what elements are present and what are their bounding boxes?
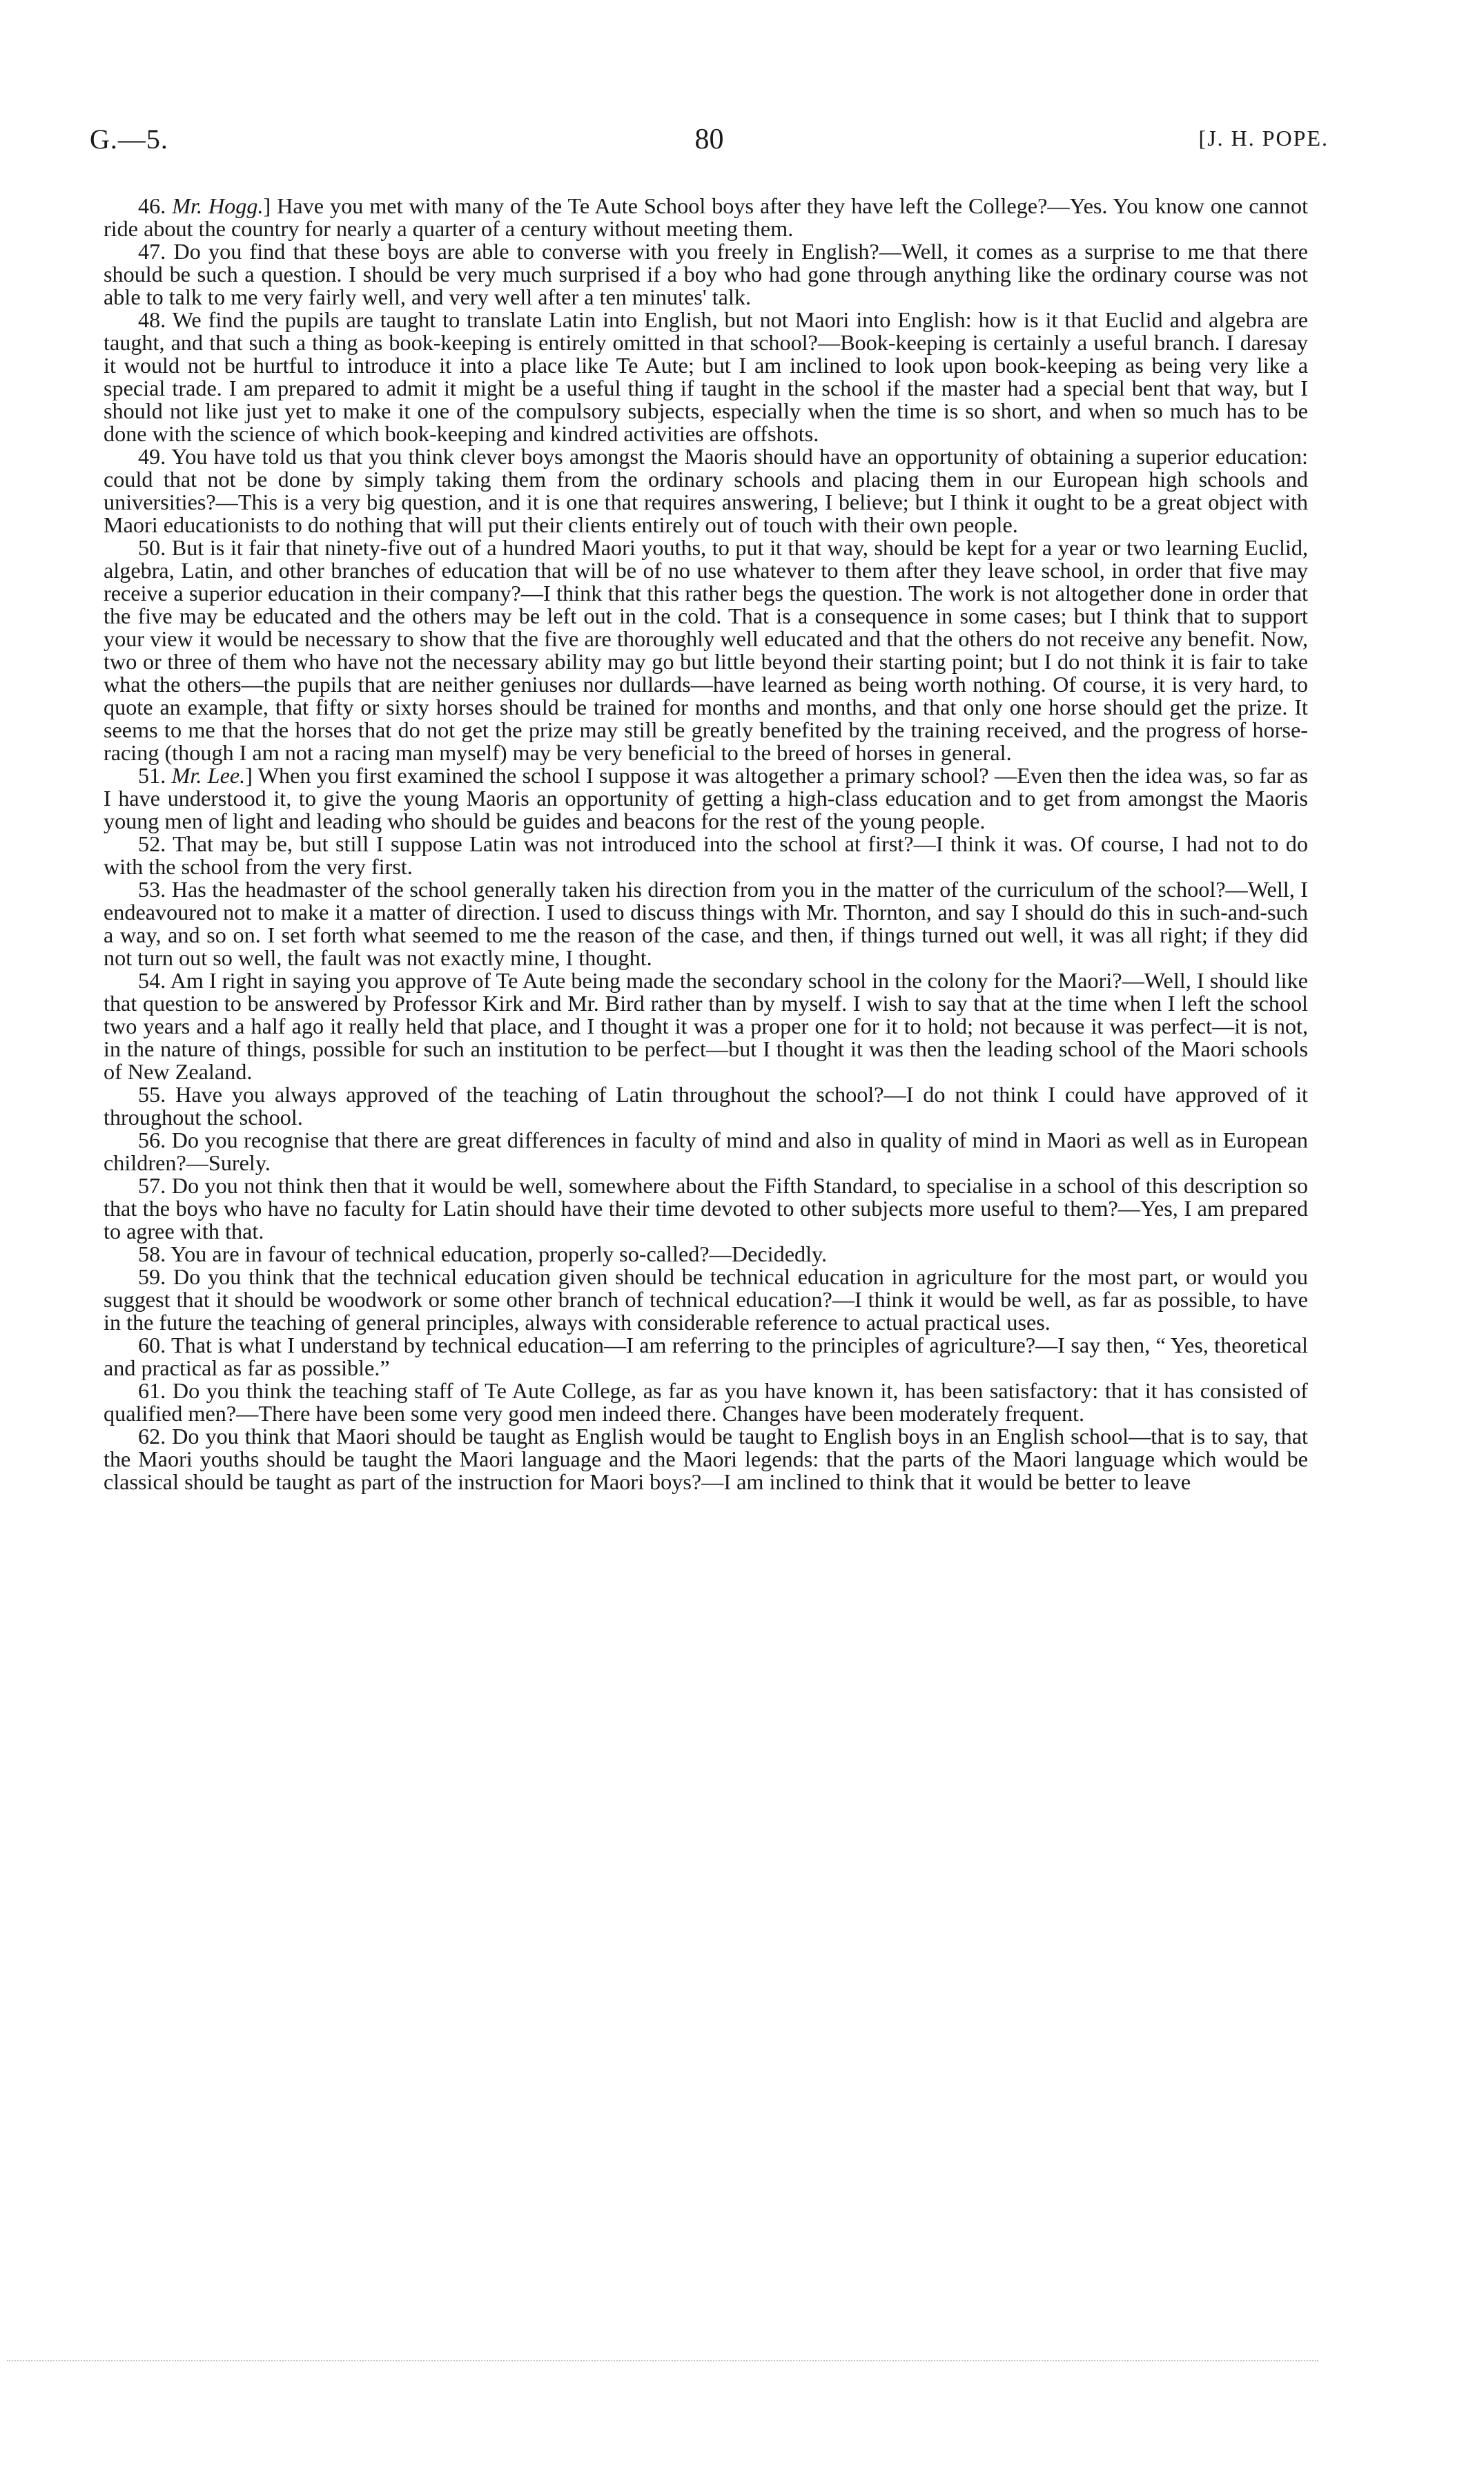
paragraph-59 — [104, 1266, 1308, 1334]
page-header — [90, 123, 1329, 171]
paragraph-text: 48. We find the pupils are taught to translate Latin into English, but not Maori into English: how is it that Euclid and algebra are taught, and that such a thing as book-keeping is entirely omitted in that school?—Book-keeping is certainly a useful branch. I daresay it would not be hurtful to introduce it into a place like Te Aute; but I am inclined to look upon book-keeping as being very like a special trade. I am prepared to admit it might be a useful thing if taught in the school if the master had a special bent that way, but I should not like just yet to make it one of the compulsory subjects, especially when the time is so short, and when so much has to be done with the science of which book-keeping and kindred activities are offshots. — [104, 307, 1308, 446]
paragraph-46 — [104, 195, 1308, 240]
paragraph-text: 58. You are in favour of technical education, properly so-called?—Decidedly. — [138, 1241, 828, 1266]
speaker-name: Mr. Lee. — [171, 763, 246, 788]
paragraph-text: 59. Do you think that the technical education given should be technical education in agriculture for the most part, or would you suggest that it should be woodwork or some other branch of technical education?—I think it would be well, as far as possible, to have in the future the teaching of general principles, always with considerable reference to actual practical uses. — [104, 1264, 1308, 1335]
paragraph-60 — [104, 1334, 1308, 1380]
paragraph-47 — [104, 240, 1308, 309]
paragraph-48 — [104, 309, 1308, 445]
paragraph-text: 56. Do you recognise that there are great differences in faculty of mind and also in quality of mind in Maori as well as in European children?—Surely. — [104, 1128, 1308, 1175]
paragraph-54 — [104, 969, 1308, 1083]
paragraph-text: 60. That is what I understand by technical education—I am referring to the principles of agriculture?—I say then, “ Yes, theoretical and practical as far as possible.” — [104, 1333, 1308, 1380]
paragraph-52 — [104, 833, 1308, 878]
paragraph-49 — [104, 445, 1308, 536]
scan-artifact-rule — [7, 2360, 1318, 2361]
paragraph-55 — [104, 1083, 1308, 1129]
paragraph-61 — [104, 1380, 1308, 1425]
page-number: 80 — [694, 124, 724, 155]
paragraph-text: 49. You have told us that you think clever boys amongst the Maoris should have an opportunity of obtaining a superior education: could that not be done by simply taking them from the ordinary schools and placing them in our European high schools and universities?—This is a very big question, and it is one that requires answering, I believe; but I think it ought to be a great object with Maori educationists to do nothing that will put their clients entirely out of touch with their own people. — [104, 444, 1308, 537]
paragraph-text: 57. Do you not think then that it would be well, somewhere about the Fifth Standard, to specialise in a school of this description so that the boys who have no faculty for Latin should have their time devoted to other subjects more useful to them?—Yes, I am prepared to agree with that. — [104, 1173, 1308, 1244]
paragraph-lead: 46. — [138, 193, 173, 218]
paragraph-56 — [104, 1129, 1308, 1174]
paragraph-text: 52. That may be, but still I suppose Latin was not introduced into the school at first?—I think it was. Of course, I had not to do with the school from the very first. — [104, 831, 1308, 879]
paragraph-51 — [104, 764, 1308, 833]
paragraph-text: ] Have you met with many of the Te Aute School boys after they have left the College?—Yes. You know one cannot ride about the country for nearly a quarter of a century without meeting them. — [104, 193, 1309, 241]
paragraph-62 — [104, 1425, 1308, 1493]
paragraph-57 — [104, 1174, 1308, 1243]
page-body — [104, 195, 1308, 1493]
witness-name: [J. H. POPE. — [1198, 126, 1329, 151]
paragraph-58 — [104, 1243, 1308, 1266]
paragraph-lead: 51. — [138, 763, 172, 788]
paragraph-text: 61. Do you think the teaching staff of Te Aute College, as far as you have known it, has been satisfactory: that it has consisted of qualified men?—There have been some very good men indeed there. Changes have been moderately frequent. — [104, 1378, 1308, 1426]
paragraph-53 — [104, 878, 1308, 969]
paragraph-text: 47. Do you find that these boys are able to converse with you freely in English?—Well, it comes as a surprise to me that there should be such a question. I should be very much surprised if a boy who had gone through anything like the ordinary course was not able to talk to me very fairly well, and very well after a ten minutes' talk. — [104, 239, 1308, 309]
paragraph-text: 53. Has the headmaster of the school generally taken his direction from you in the matter of the curriculum of the school?—Well, I endeavoured not to make it a matter of direction. I used to discuss things with Mr. Thornton, and say I should do this in such-and-such a way, and so on. I set forth what seemed to me the reason of the case, and then, if things turned out well, it was all right; if they did not turn out so well, the fault was not exactly mine, I thought. — [104, 877, 1308, 970]
paragraph-text: ] When you first examined the school I suppose it was altogether a primary school? —Even then the idea was, so far as I have understood it, to give the young Maoris an opportunity of getting a high-class education and to get from amongst the Maoris young men of light and leading who should be guides and beacons for the rest of the young people. — [104, 763, 1309, 833]
paragraph-text: 54. Am I right in saying you approve of Te Aute being made the secondary school in the colony for the Maori?—Well, I should like that question to be answered by Professor Kirk and Mr. Bird rather than by myself. I wish to say that at the time when I left the school two years and a half ago it really held that place, and I thought it was a proper one for it to hold; not because it was perfect—it is not, in the nature of things, possible for such an institution to be perfect—but I thought it was then the leading school of the Maori schools of New Zealand. — [104, 968, 1308, 1084]
report-code: G.—5. — [90, 124, 168, 155]
speaker-name: Mr. Hogg. — [172, 193, 264, 218]
paragraph-50 — [104, 536, 1308, 764]
paragraph-text: 50. But is it fair that ninety-five out of a hundred Maori youths, to put it that way, should be kept for a year or two learning Euclid, algebra, Latin, and other branches of education that will be of no use whatever to them after they leave school, in order that five may receive a superior education in their company?—I think that this rather begs the question. The work is not altogether done in order that the five may be educated and the others may be left out in the cold. That is a consequence in some cases; but I think that to support your view it would be necessary to show that the five are thoroughly well educated and that the others do not receive any benefit. Now, two or three of them who have not the necessary ability may go but little beyond their starting point; but I do not think it is fair to take what the others—the pupils that are neither geniuses nor dullards—have learned as being worth nothing. Of course, it is very hard, to quote an example, that fifty or sixty horses should be trained for months and months, and that only one horse should get the prize. It seems to me that the horses that do not get the prize may still be greatly benefited by the training received, and the progress of horse-racing (though I am not a racing man myself) may be very beneficial to the breed of horses in general. — [104, 535, 1308, 765]
paragraph-text: 62. Do you think that Maori should be taught as English would be taught to English boys in an English school—that is to say, that the Maori youths should be taught the Maori language and the Maori legends: that the parts of the Maori language which would be classical should be taught as part of the instruction for Maori boys?—I am inclined to think that it would be better to leave — [104, 1424, 1308, 1494]
paragraph-text: 55. Have you always approved of the teaching of Latin throughout the school?—I do not think I could have approved of it throughout the school. — [104, 1082, 1308, 1130]
